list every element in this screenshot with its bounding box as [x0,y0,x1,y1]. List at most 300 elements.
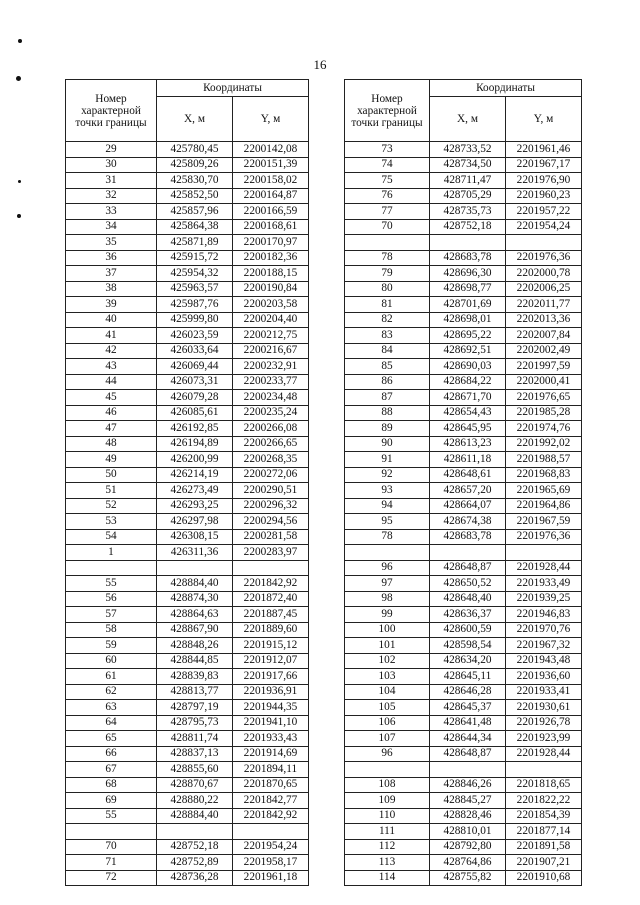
x-coordinate-cell: 428696,30 [430,266,506,282]
y-coordinate-cell: 2201870,65 [233,777,309,793]
point-number-cell: 70 [66,839,157,855]
table-row [345,312,582,328]
x-coordinate-cell: 426192,85 [157,421,233,437]
x-coordinate-cell: 428645,95 [430,421,506,437]
x-coordinate-cell: 428695,22 [430,328,506,344]
table-row [66,452,309,468]
point-number-cell: 42 [66,343,157,359]
y-coordinate-cell: 2201967,59 [506,514,582,530]
y-coordinate-cell: 2201958,17 [233,855,309,871]
y-coordinate-cell: 2201976,65 [506,390,582,406]
x-coordinate-cell: 428811,74 [157,731,233,747]
x-coordinate-cell: 426069,44 [157,359,233,375]
table-row [66,746,309,762]
x-coordinate-cell: 428683,78 [430,529,506,545]
table-row [66,436,309,452]
table-row [345,250,582,266]
table-row [66,374,309,390]
x-coordinate-cell: 425963,57 [157,281,233,297]
x-coordinate-cell [430,235,506,251]
y-coordinate-cell: 2201842,77 [233,793,309,809]
table-row [66,762,309,778]
x-coordinate-cell: 426033,64 [157,343,233,359]
x-coordinate-cell: 426073,31 [157,374,233,390]
point-number-cell: 52 [66,498,157,514]
y-coordinate-cell: 2201944,35 [233,700,309,716]
table-row [66,328,309,344]
y-coordinate-cell: 2200272,06 [233,467,309,483]
x-coordinate-cell: 428657,20 [430,483,506,499]
point-number-cell: 30 [66,157,157,173]
table-row [345,405,582,421]
table-row [345,514,582,530]
x-coordinate-cell: 428870,67 [157,777,233,793]
point-number-cell: 105 [345,700,430,716]
y-coordinate-cell: 2200166,59 [233,204,309,220]
point-number-cell: 96 [345,746,430,762]
point-number-cell: 38 [66,281,157,297]
point-number-cell: 99 [345,607,430,623]
point-number-cell: 79 [345,266,430,282]
table-body-right [345,142,582,886]
table-row [66,281,309,297]
x-coordinate-cell: 428867,90 [157,622,233,638]
table-row [66,343,309,359]
table-row [345,824,582,840]
y-coordinate-cell: 2200290,51 [233,483,309,499]
point-number-cell: 58 [66,622,157,638]
y-coordinate-cell: 2201915,12 [233,638,309,654]
table-row [345,653,582,669]
x-coordinate-cell: 425954,32 [157,266,233,282]
point-number-cell: 78 [345,529,430,545]
point-number-cell [66,824,157,840]
table-row [345,498,582,514]
table-row [345,591,582,607]
point-number-cell: 85 [345,359,430,375]
y-coordinate-cell: 2200232,91 [233,359,309,375]
x-coordinate-cell [430,762,506,778]
table-row [345,777,582,793]
x-coordinate-cell: 428752,18 [430,219,506,235]
table-row [345,746,582,762]
y-coordinate-cell: 2202011,77 [506,297,582,313]
y-coordinate-cell: 2201997,59 [506,359,582,375]
y-coordinate-cell: 2201968,83 [506,467,582,483]
y-coordinate-cell: 2201941,10 [233,715,309,731]
y-header: Y, м [506,97,582,142]
table-row [66,250,309,266]
point-number-cell: 77 [345,204,430,220]
x-coordinate-cell: 428844,85 [157,653,233,669]
table-row [66,638,309,654]
point-number-cell: 54 [66,529,157,545]
x-coordinate-cell: 428674,38 [430,514,506,530]
table-row [66,684,309,700]
x-coordinate-cell: 428795,73 [157,715,233,731]
y-coordinate-cell: 2200188,15 [233,266,309,282]
point-number-cell: 80 [345,281,430,297]
x-coordinate-cell [157,824,233,840]
table-row [66,607,309,623]
x-coordinate-cell: 428797,19 [157,700,233,716]
table-row [66,855,309,871]
point-number-cell: 66 [66,746,157,762]
point-number-cell: 29 [66,142,157,158]
x-coordinate-cell: 426214,19 [157,467,233,483]
x-coordinate-cell: 428671,70 [430,390,506,406]
y-coordinate-cell: 2201960,23 [506,188,582,204]
point-number-cell: 114 [345,870,430,886]
x-coordinate-cell: 428764,86 [430,855,506,871]
x-coordinate-cell: 428698,77 [430,281,506,297]
x-coordinate-cell: 428701,69 [430,297,506,313]
y-coordinate-cell: 2201933,43 [233,731,309,747]
x-coordinate-cell: 428837,13 [157,746,233,762]
y-coordinate-cell: 2200233,77 [233,374,309,390]
table-row [345,390,582,406]
x-coordinate-cell: 426308,15 [157,529,233,545]
y-coordinate-cell: 2200204,40 [233,312,309,328]
y-coordinate-cell: 2200234,48 [233,390,309,406]
table-row [345,281,582,297]
table-row [66,142,309,158]
point-number-cell: 65 [66,731,157,747]
x-coordinate-cell: 426273,49 [157,483,233,499]
y-coordinate-cell: 2200170,97 [233,235,309,251]
y-coordinate-cell: 2201976,90 [506,173,582,189]
table-row [345,731,582,747]
x-coordinate-cell: 428634,20 [430,653,506,669]
y-coordinate-cell: 2200296,32 [233,498,309,514]
table-row [66,157,309,173]
point-number-cell: 74 [345,157,430,173]
x-coordinate-cell [157,560,233,576]
x-coordinate-cell: 428648,61 [430,467,506,483]
y-coordinate-cell: 2201887,45 [233,607,309,623]
x-coordinate-cell: 425852,50 [157,188,233,204]
point-number-cell: 59 [66,638,157,654]
coordinates-header: Координаты [157,80,309,97]
x-coordinate-cell: 428752,89 [157,855,233,871]
y-coordinate-cell [233,824,309,840]
point-number-cell: 55 [66,576,157,592]
table-row [66,235,309,251]
point-number-cell [345,235,430,251]
x-coordinate-cell: 428839,83 [157,669,233,685]
scan-mark [18,39,22,43]
table-row [345,359,582,375]
point-number-cell: 97 [345,576,430,592]
point-number-cell: 91 [345,452,430,468]
x-coordinate-cell: 426311,36 [157,545,233,561]
point-number-cell: 67 [66,762,157,778]
point-number-cell: 86 [345,374,430,390]
y-coordinate-cell: 2201961,46 [506,142,582,158]
y-coordinate-cell: 2201842,92 [233,576,309,592]
table-row [345,684,582,700]
table-row [66,731,309,747]
point-number-cell [345,545,430,561]
table-row [345,297,582,313]
x-coordinate-cell: 428598,54 [430,638,506,654]
table-row [345,142,582,158]
y-coordinate-cell: 2200216,67 [233,343,309,359]
point-number-cell: 82 [345,312,430,328]
y-coordinate-cell: 2200164,87 [233,188,309,204]
table-row [345,173,582,189]
point-number-cell: 78 [345,250,430,266]
table-row [66,297,309,313]
point-number-cell: 94 [345,498,430,514]
point-number-cell: 40 [66,312,157,328]
point-number-cell: 98 [345,591,430,607]
point-number-cell: 76 [345,188,430,204]
y-coordinate-cell [506,235,582,251]
table-row [345,560,582,576]
point-number-cell: 55 [66,808,157,824]
table-row [345,436,582,452]
y-coordinate-cell: 2201988,57 [506,452,582,468]
y-coordinate-cell: 2202006,25 [506,281,582,297]
point-number-header: Номер характерной точки границы [66,80,157,142]
table-row [345,839,582,855]
y-coordinate-cell: 2201933,41 [506,684,582,700]
table-row [66,421,309,437]
separator-row [345,762,582,778]
point-number-cell: 31 [66,173,157,189]
x-coordinate-cell: 425987,76 [157,297,233,313]
table-body-left [66,142,309,886]
table-row [66,715,309,731]
x-coordinate-cell: 428810,01 [430,824,506,840]
x-coordinate-cell: 428755,82 [430,870,506,886]
separator-row [66,560,309,576]
y-coordinate-cell: 2200151,39 [233,157,309,173]
x-coordinate-cell: 428644,34 [430,731,506,747]
table-row [345,607,582,623]
x-coordinate-cell [430,545,506,561]
table-row [345,266,582,282]
point-number-cell: 56 [66,591,157,607]
x-coordinate-cell: 428645,37 [430,700,506,716]
point-number-header: Номер характерной точки границы [345,80,430,142]
coordinates-header: Координаты [430,80,582,97]
y-coordinate-cell: 2201967,17 [506,157,582,173]
point-number-cell: 43 [66,359,157,375]
x-coordinate-cell: 428733,52 [430,142,506,158]
y-coordinate-cell: 2200283,97 [233,545,309,561]
x-coordinate-cell: 426023,59 [157,328,233,344]
table-row [66,467,309,483]
table-row [345,870,582,886]
table-row [345,188,582,204]
point-number-cell: 60 [66,653,157,669]
table-row [66,777,309,793]
point-number-cell: 47 [66,421,157,437]
point-number-cell: 100 [345,622,430,638]
table-row [66,576,309,592]
table-row [345,421,582,437]
x-coordinate-cell: 428735,73 [430,204,506,220]
x-coordinate-cell: 428698,01 [430,312,506,328]
point-number-cell: 107 [345,731,430,747]
table-row [345,793,582,809]
y-coordinate-cell: 2201976,36 [506,529,582,545]
y-coordinate-cell: 2201842,92 [233,808,309,824]
y-coordinate-cell: 2200281,58 [233,529,309,545]
point-number-cell: 49 [66,452,157,468]
table-row [66,545,309,561]
y-coordinate-cell: 2200190,84 [233,281,309,297]
point-number-cell: 63 [66,700,157,716]
table-row [345,669,582,685]
y-coordinate-cell: 2200266,65 [233,436,309,452]
point-number-cell: 90 [345,436,430,452]
y-coordinate-cell: 2200294,56 [233,514,309,530]
table-row [66,653,309,669]
scan-mark [16,76,21,81]
table-row [345,343,582,359]
point-number-cell: 39 [66,297,157,313]
y-coordinate-cell: 2200235,24 [233,405,309,421]
x-coordinate-cell: 428600,59 [430,622,506,638]
y-coordinate-cell: 2201976,36 [506,250,582,266]
y-coordinate-cell: 2201928,44 [506,746,582,762]
x-coordinate-cell: 428613,23 [430,436,506,452]
table-row [345,467,582,483]
point-number-cell: 81 [345,297,430,313]
y-coordinate-cell: 2201965,69 [506,483,582,499]
point-number-cell: 83 [345,328,430,344]
point-number-cell: 102 [345,653,430,669]
point-number-cell: 48 [66,436,157,452]
y-coordinate-cell: 2201872,40 [233,591,309,607]
page-number: 16 [313,57,327,72]
table-row [345,483,582,499]
table-row [66,808,309,824]
y-coordinate-cell: 2201910,68 [506,870,582,886]
table-row [66,514,309,530]
point-number-cell: 36 [66,250,157,266]
x-coordinate-cell: 426079,28 [157,390,233,406]
y-coordinate-cell [506,762,582,778]
x-coordinate-cell: 428792,80 [430,839,506,855]
table-row [345,374,582,390]
point-number-cell [66,560,157,576]
x-coordinate-cell: 428813,77 [157,684,233,700]
y-coordinate-cell: 2200266,08 [233,421,309,437]
point-number-cell [345,762,430,778]
point-number-cell: 61 [66,669,157,685]
point-number-cell: 37 [66,266,157,282]
point-number-cell: 62 [66,684,157,700]
table-row [66,219,309,235]
y-coordinate-cell: 2200212,75 [233,328,309,344]
x-coordinate-cell: 428648,87 [430,560,506,576]
point-number-cell: 110 [345,808,430,824]
y-coordinate-cell: 2202007,84 [506,328,582,344]
x-coordinate-cell: 425915,72 [157,250,233,266]
point-number-cell: 112 [345,839,430,855]
x-coordinate-cell: 426200,99 [157,452,233,468]
point-number-cell: 95 [345,514,430,530]
point-number-cell: 46 [66,405,157,421]
y-coordinate-cell: 2201891,58 [506,839,582,855]
point-number-cell: 88 [345,405,430,421]
point-number-cell: 104 [345,684,430,700]
separator-row [345,545,582,561]
point-number-cell: 89 [345,421,430,437]
y-coordinate-cell: 2201992,02 [506,436,582,452]
x-coordinate-cell: 425871,89 [157,235,233,251]
point-number-cell: 96 [345,560,430,576]
x-coordinate-cell: 428734,50 [430,157,506,173]
table-row [66,700,309,716]
table-row [345,219,582,235]
table-row [66,204,309,220]
y-coordinate-cell: 2201985,28 [506,405,582,421]
x-coordinate-cell: 428650,52 [430,576,506,592]
y-coordinate-cell: 2201967,32 [506,638,582,654]
y-coordinate-cell [506,545,582,561]
point-number-cell: 70 [345,219,430,235]
table-row [66,359,309,375]
point-number-cell: 84 [345,343,430,359]
y-coordinate-cell: 2201936,91 [233,684,309,700]
point-number-cell: 109 [345,793,430,809]
point-number-cell: 71 [66,855,157,871]
y-coordinate-cell: 2200182,36 [233,250,309,266]
x-coordinate-cell: 428855,60 [157,762,233,778]
y-coordinate-cell: 2201889,60 [233,622,309,638]
y-coordinate-cell: 2201877,14 [506,824,582,840]
point-number-cell: 75 [345,173,430,189]
x-coordinate-cell: 428705,29 [430,188,506,204]
x-coordinate-cell: 425780,45 [157,142,233,158]
y-coordinate-cell: 2200168,61 [233,219,309,235]
table-row [345,204,582,220]
x-coordinate-cell: 428752,18 [157,839,233,855]
point-number-cell: 101 [345,638,430,654]
y-coordinate-cell: 2200158,02 [233,173,309,189]
x-coordinate-cell: 428645,11 [430,669,506,685]
x-coordinate-cell: 428692,51 [430,343,506,359]
separator-row [66,824,309,840]
y-coordinate-cell: 2201926,78 [506,715,582,731]
x-coordinate-cell: 428711,47 [430,173,506,189]
x-header: X, м [157,97,233,142]
table-row [345,157,582,173]
point-number-cell: 32 [66,188,157,204]
point-number-cell: 45 [66,390,157,406]
point-number-cell: 50 [66,467,157,483]
y-coordinate-cell: 2201946,83 [506,607,582,623]
table-row [66,188,309,204]
x-coordinate-cell: 428611,18 [430,452,506,468]
coordinates-table-left [65,79,309,886]
table-row [66,390,309,406]
x-coordinate-cell: 425830,70 [157,173,233,189]
table-row [66,173,309,189]
x-coordinate-cell: 425857,96 [157,204,233,220]
table-row [345,638,582,654]
y-coordinate-cell: 2200142,08 [233,142,309,158]
table-row [345,622,582,638]
y-coordinate-cell: 2201970,76 [506,622,582,638]
table-row [66,529,309,545]
x-coordinate-cell: 428664,07 [430,498,506,514]
